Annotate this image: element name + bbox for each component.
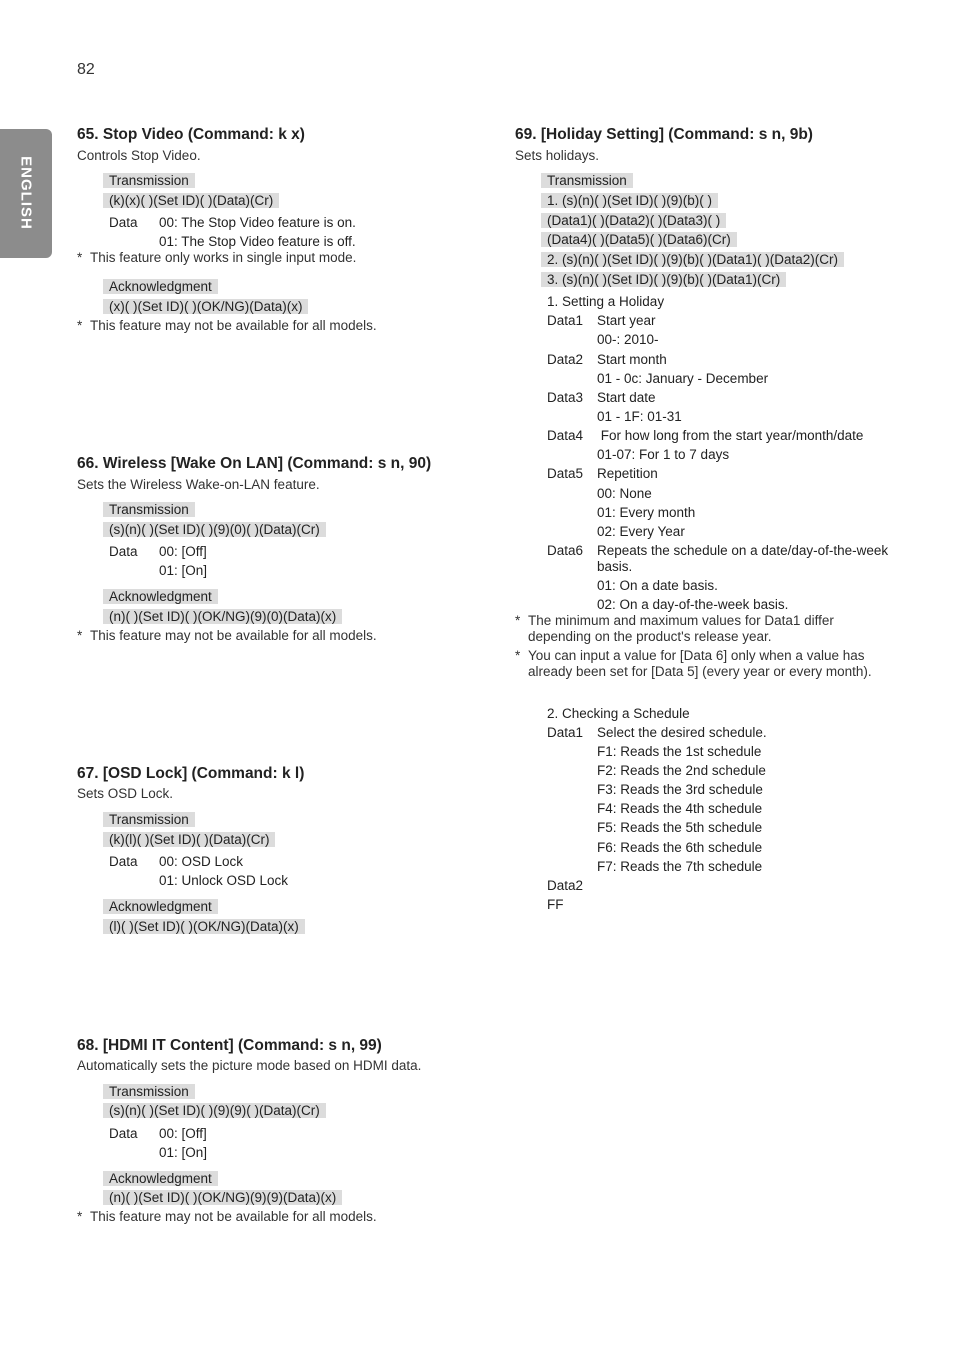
acknowledgment-command: (n)( )(Set ID)( )(OK/NG)(9)(0)(Data)(x) [103, 609, 342, 624]
data-value: F5: Reads the 5th schedule [597, 820, 763, 835]
data-value: For how long from the start year/month/date [597, 428, 864, 443]
data-value: Start date [597, 390, 656, 405]
data-value: 00: OSD Lock [159, 854, 244, 869]
section-title: 69. [Holiday Setting] (Command: s n, 9b) [515, 126, 813, 143]
data-label: Data [109, 1126, 138, 1141]
section-title: 68. [HDMI IT Content] (Command: s n, 99) [77, 1037, 382, 1054]
data-value: F6: Reads the 6th schedule [597, 840, 763, 855]
transmission-label: Transmission [103, 1084, 195, 1099]
section-title: 65. Stop Video (Command: k x) [77, 126, 305, 143]
side-tab-label: ENGLISH [17, 156, 35, 230]
acknowledgment-label: Acknowledgment [103, 1171, 218, 1186]
data-value: Start year [597, 313, 656, 328]
data-value: Repeats the schedule on a date/day-of-the-week basis. [597, 543, 889, 574]
transmission-label: Transmission [103, 502, 195, 517]
data-value: F2: Reads the 2nd schedule [597, 763, 766, 778]
footnote: * You can input a value for [Data 6] only when a value has already been set for [Data 5] (every year or every month). [515, 648, 872, 679]
acknowledgment-command: (n)( )(Set ID)( )(OK/NG)(9)(9)(Data)(x) [103, 1190, 342, 1205]
data-label: Data [109, 215, 138, 230]
section-description: Sets holidays. [515, 148, 600, 163]
transmission-command: (k)(x)( )(Set ID)( )(Data)(Cr) [103, 193, 279, 208]
footnote: * This feature may not be available for all models. [77, 1209, 377, 1224]
footnote: * This feature only works in single input mode. [77, 250, 357, 265]
data-label: Data [109, 544, 138, 559]
footnote: * This feature may not be available for all models. [77, 628, 377, 643]
data-value: 00: The Stop Video feature is on. [159, 215, 356, 230]
data-value: 00: [Off] [159, 544, 207, 559]
data-value: 01-07: For 1 to 7 days [597, 447, 730, 462]
data-value: 01: [On] [159, 1145, 208, 1160]
footnote: * The minimum and maximum values for Data1 differ depending on the product's release year. [515, 613, 834, 644]
transmission-label: Transmission [103, 173, 195, 188]
language-side-tab [0, 129, 52, 258]
acknowledgment-label: Acknowledgment [103, 899, 218, 914]
data-value: FF [547, 897, 564, 912]
data-value: F3: Reads the 3rd schedule [597, 782, 763, 797]
footnote: * This feature may not be available for all models. [77, 318, 377, 333]
data-value: 01 - 0c: January - December [597, 371, 769, 386]
transmission-command: (Data1)( )(Data2)( )(Data3)( ) [541, 213, 726, 228]
section-description: Sets the Wireless Wake-on-LAN feature. [77, 477, 320, 492]
data-value: 01 - 1F: 01-31 [597, 409, 682, 424]
data-value: F1: Reads the 1st schedule [597, 744, 762, 759]
data-value: 01: The Stop Video feature is off. [159, 234, 356, 249]
data-label: Data1 [547, 313, 584, 328]
data-label: Data2 [547, 352, 584, 367]
acknowledgment-command: (l)( )(Set ID)( )(OK/NG)(Data)(x) [103, 919, 305, 934]
data-value: 01: On a date basis. [597, 578, 718, 593]
data-value: Repetition [597, 466, 658, 481]
transmission-command: (k)(l)( )(Set ID)( )(Data)(Cr) [103, 832, 275, 847]
transmission-label: Transmission [541, 173, 633, 188]
data-value: 00: None [597, 486, 652, 501]
data-value: Select the desired schedule. [597, 725, 767, 740]
page-number: 82 [77, 61, 95, 78]
data-value: 00-: 2010- [597, 332, 659, 347]
data-label: Data2 [547, 878, 584, 893]
section-description: Automatically sets the picture mode based on HDMI data. [77, 1058, 422, 1073]
section-description: Controls Stop Video. [77, 148, 201, 163]
transmission-command: 2. (s)(n)( )(Set ID)( )(9)(b)( )(Data1)( )(Data2)(Cr) [541, 252, 844, 267]
data-label: Data3 [547, 390, 584, 405]
section-title: 66. Wireless [Wake On LAN] (Command: s n, 90) [77, 455, 432, 472]
section-title: 67. [OSD Lock] (Command: k l) [77, 765, 305, 782]
transmission-command: (s)(n)( )(Set ID)( )(9)(0)( )(Data)(Cr) [103, 522, 326, 537]
acknowledgment-command: (x)( )(Set ID)( )(OK/NG)(Data)(x) [103, 299, 308, 314]
data-label: Data5 [547, 466, 584, 481]
transmission-label: Transmission [103, 812, 195, 827]
section-description: Sets OSD Lock. [77, 786, 174, 801]
transmission-command: (s)(n)( )(Set ID)( )(9)(9)( )(Data)(Cr) [103, 1103, 326, 1118]
data-label: Data6 [547, 543, 584, 558]
transmission-command: 1. (s)(n)( )(Set ID)( )(9)(b)( ) [541, 193, 718, 208]
data-value: F7: Reads the 7th schedule [597, 859, 763, 874]
data-label: Data [109, 854, 138, 869]
data-label: Data4 [547, 428, 584, 443]
data-label: Data1 [547, 725, 584, 740]
subsection-title: 2. Checking a Schedule [547, 706, 690, 721]
acknowledgment-label: Acknowledgment [103, 589, 218, 604]
data-value: 01: Unlock OSD Lock [159, 873, 289, 888]
data-value: Start month [597, 352, 667, 367]
transmission-command: (Data4)( )(Data5)( )(Data6)(Cr) [541, 232, 737, 247]
data-value: 00: [Off] [159, 1126, 207, 1141]
data-value: 02: Every Year [597, 524, 685, 539]
transmission-command: 3. (s)(n)( )(Set ID)( )(9)(b)( )(Data1)(Cr) [541, 272, 786, 287]
data-value: F4: Reads the 4th schedule [597, 801, 763, 816]
data-value: 01: Every month [597, 505, 696, 520]
data-value: 01: [On] [159, 563, 208, 578]
acknowledgment-label: Acknowledgment [103, 279, 218, 294]
subsection-title: 1. Setting a Holiday [547, 294, 665, 309]
data-value: 02: On a day-of-the-week basis. [597, 597, 789, 612]
